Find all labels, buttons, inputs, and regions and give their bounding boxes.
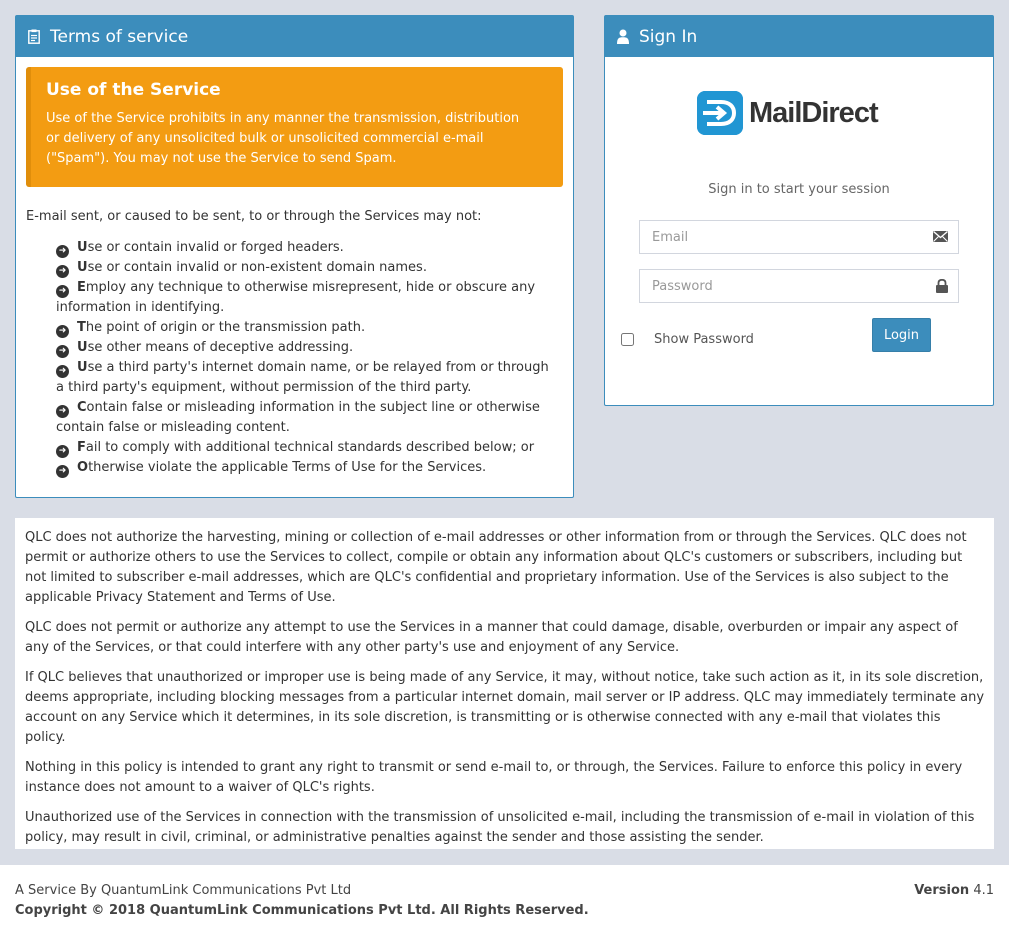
terms-item-text: therwise violate the applicable Terms of Use for the Services. xyxy=(88,460,487,475)
sign-in-message: Sign in to start your session xyxy=(708,182,890,197)
terms-list-item xyxy=(56,258,556,278)
terms-list-item xyxy=(56,238,556,258)
arrow-circle-right-icon: ➜ xyxy=(56,245,69,258)
terms-item-initial: F xyxy=(77,440,86,455)
arrow-circle-right-icon: ➜ xyxy=(56,265,69,278)
maildirect-logo-text: MailDirect xyxy=(749,96,878,129)
arrow-circle-right-icon: ➜ xyxy=(56,365,69,378)
password-input[interactable] xyxy=(640,270,920,302)
terms-list-item xyxy=(56,398,556,438)
terms-item-initial: C xyxy=(77,400,87,415)
terms-item-text: ontain false or misleading information in the subject line or otherwise contain false or misleading content. xyxy=(56,400,540,435)
password-field-wrapper xyxy=(639,269,959,303)
policy-paragraph: Nothing in this policy is intended to grant any right to transmit or send e-mail to, or through, the Services. Failure to enforce this policy in every instance does not amount to a waiver of QLC's rights. xyxy=(25,760,963,795)
arrow-circle-right-icon: ➜ xyxy=(56,445,69,458)
terms-item-initial: U xyxy=(77,340,88,355)
footer xyxy=(0,865,1009,935)
sign-in-box xyxy=(604,15,994,406)
terms-header xyxy=(16,16,573,57)
terms-of-service-box xyxy=(15,15,574,498)
terms-item-initial: U xyxy=(77,240,88,255)
service-by-text: A Service By QuantumLink Communications Pvt Ltd xyxy=(15,883,352,898)
terms-item-text: mploy any technique to otherwise misrepresent, hide or obscure any information in identifying. xyxy=(56,280,536,315)
callout-heading: Use of the Service xyxy=(46,80,221,100)
terms-list-item xyxy=(56,458,556,478)
terms-intro: E-mail sent, or caused to be sent, to or through the Services may not: xyxy=(26,209,482,224)
terms-item-text: he point of origin or the transmission path. xyxy=(85,320,366,335)
copyright-text: Copyright © 2018 QuantumLink Communications Pvt Ltd. All Rights Reserved. xyxy=(15,903,589,918)
terms-item-initial: O xyxy=(77,460,89,475)
envelope-icon xyxy=(933,230,948,243)
arrow-circle-right-icon: ➜ xyxy=(56,405,69,418)
terms-list-item xyxy=(56,338,556,358)
use-of-service-callout xyxy=(26,67,563,187)
arrow-circle-right-icon: ➜ xyxy=(56,325,69,338)
terms-item-text: se or contain invalid or forged headers. xyxy=(87,240,344,255)
terms-item-text: se a third party's internet domain name, or be relayed from or through a third party's equipment, without permission of the third party. xyxy=(56,360,549,395)
policy-section xyxy=(15,518,994,849)
terms-list-item xyxy=(56,278,556,318)
terms-item-initial: U xyxy=(77,360,88,375)
terms-item-initial: E xyxy=(77,280,86,295)
sign-in-header xyxy=(605,16,993,57)
terms-item-text: ail to comply with additional technical standards described below; or xyxy=(85,440,535,455)
policy-paragraph: QLC does not authorize the harvesting, mining or collection of e-mail addresses or other information from or through the Services. QLC does not permit or authorize others to use the Services to collect, compile or obtain any information about QLC's customers or subscribers, including but not limited to subscriber e-mail addresses, which are QLC's confidential and proprietary information. Use of the Services is also subject to the applicable Privacy Statement and Terms of Use. xyxy=(25,530,967,605)
terms-list xyxy=(56,238,556,478)
login-button[interactable]: Login xyxy=(872,318,931,352)
terms-item-text: se other means of deceptive addressing. xyxy=(87,340,354,355)
policy-paragraph: QLC does not permit or authorize any attempt to use the Services in a manner that could damage, disable, overburden or impair any aspect of any of the Services, or that could interfere with any other party's use and enjoyment of any Service. xyxy=(25,620,958,655)
terms-list-item xyxy=(56,438,556,458)
version-label: Version xyxy=(914,883,970,898)
email-input[interactable] xyxy=(640,221,920,253)
user-icon xyxy=(617,29,629,44)
version-info xyxy=(914,881,994,901)
terms-list-item xyxy=(56,318,556,338)
terms-list-item xyxy=(56,358,556,398)
maildirect-logo xyxy=(697,91,878,135)
maildirect-logo-icon xyxy=(697,91,743,135)
arrow-circle-right-icon: ➜ xyxy=(56,345,69,358)
lock-icon xyxy=(936,279,948,293)
clipboard-icon xyxy=(28,29,40,44)
policy-paragraph: Unauthorized use of the Services in connection with the transmission of unsolicited e-mail, including the transmission of e-mail in violation of this policy, may result in civil, criminal, or administrative penalties against the sender and those assisting the sender. xyxy=(25,810,975,845)
show-password-label[interactable]: Show Password xyxy=(654,332,754,347)
terms-item-initial: T xyxy=(77,320,86,335)
terms-item-text: se or contain invalid or non-existent domain names. xyxy=(87,260,427,275)
terms-item-initial: U xyxy=(77,260,88,275)
policy-paragraph: If QLC believes that unauthorized or improper use is being made of any Service, it may, without notice, take such action as it, in its sole discretion, deems appropriate, including blocking messages from a particular internet domain, mail server or IP address. QLC may immediately terminate any account on any Service which it determines, in its sole discretion, is transmitting or is otherwise connected with any e-mail that violates this policy. xyxy=(25,670,985,745)
show-password-row xyxy=(621,332,754,347)
email-field-wrapper xyxy=(639,220,959,254)
show-password-checkbox[interactable] xyxy=(621,333,634,346)
sign-in-title: Sign In xyxy=(639,26,698,47)
version-number: 4.1 xyxy=(973,883,994,898)
arrow-circle-right-icon: ➜ xyxy=(56,465,69,478)
arrow-circle-right-icon: ➜ xyxy=(56,285,69,298)
callout-text: Use of the Service prohibits in any manner the transmission, distribution or delivery of any unsolicited bulk or unsolicited commercial e-mail ("Spam"). You may not use the Service to send Spam. xyxy=(46,111,520,166)
terms-title: Terms of service xyxy=(50,26,189,47)
